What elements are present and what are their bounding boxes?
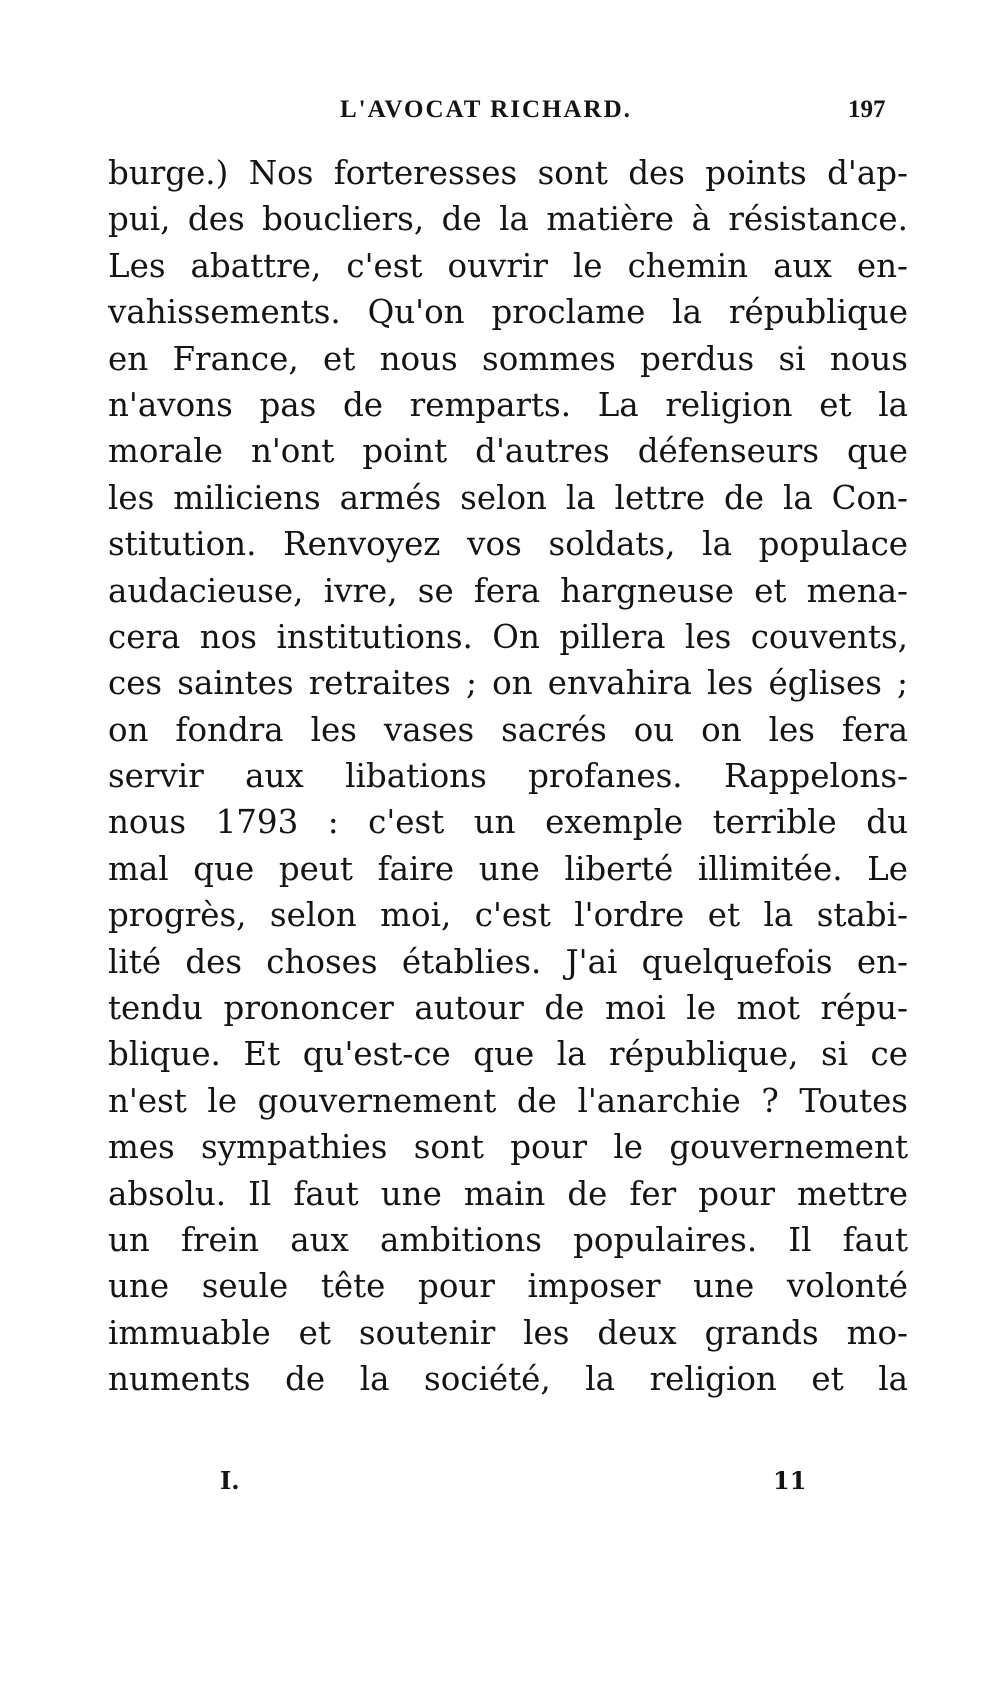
text-line: on fondra les vases sacrés ou on les fera xyxy=(108,710,908,749)
text-line: Les abattre, c'est ouvrir le chemin aux en- xyxy=(108,246,908,285)
text-line: nous 1793 : c'est un exemple terrible du xyxy=(108,803,908,842)
signature-mark-left: I. xyxy=(220,1466,240,1495)
text-line: absolu. Il faut une main de fer pour mettre xyxy=(108,1174,908,1213)
text-line: servir aux libations profanes. Rappelons- xyxy=(108,757,908,796)
text-line: cera nos institutions. On pillera les couvents, xyxy=(108,617,908,656)
text-line: blique. Et qu'est-ce que la république, si ce xyxy=(108,1035,908,1074)
text-line: en France, et nous sommes perdus si nous xyxy=(108,339,908,378)
body-text xyxy=(108,150,908,1403)
text-line: ces saintes retraites ; on envahira les églises ; xyxy=(108,664,908,703)
text-line: immuable et soutenir les deux grands mo- xyxy=(108,1313,908,1352)
text-line: progrès, selon moi, c'est l'ordre et la stabi- xyxy=(108,896,908,935)
text-line: vahissements. Qu'on proclame la république xyxy=(108,293,908,332)
text-line: burge.) Nos forteresses sont des points d'ap- xyxy=(108,154,908,192)
text-line: stitution. Renvoyez vos soldats, la populace xyxy=(108,525,908,564)
text-line: n'avons pas de remparts. La religion et la xyxy=(108,385,908,424)
running-title: L'AVOCAT RICHARD. xyxy=(340,96,632,123)
text-line: mes sympathies sont pour le gouvernement xyxy=(108,1128,908,1167)
text-line: les miliciens armés selon la lettre de la Con- xyxy=(108,478,908,517)
text-line: n'est le gouvernement de l'anarchie ? Toutes xyxy=(108,1081,908,1120)
text-line: un frein aux ambitions populaires. Il faut xyxy=(108,1220,908,1259)
text-line: mal que peut faire une liberté illimitée. Le xyxy=(108,849,908,888)
signature-mark-right: 11 xyxy=(773,1466,807,1495)
text-line: morale n'ont point d'autres défenseurs que xyxy=(108,432,908,471)
text-line: numents de la société, la religion et la xyxy=(108,1360,908,1399)
page-number: 197 xyxy=(848,96,886,123)
text-line: une seule tête pour imposer une volonté xyxy=(108,1267,908,1306)
text-line: lité des choses établies. J'ai quelquefois en- xyxy=(108,942,908,981)
text-line: tendu prononcer autour de moi le mot répu- xyxy=(108,989,908,1028)
text-line: audacieuse, ivre, se fera hargneuse et mena- xyxy=(108,571,908,610)
text-line: pui, des boucliers, de la matière à résistance. xyxy=(108,200,908,239)
